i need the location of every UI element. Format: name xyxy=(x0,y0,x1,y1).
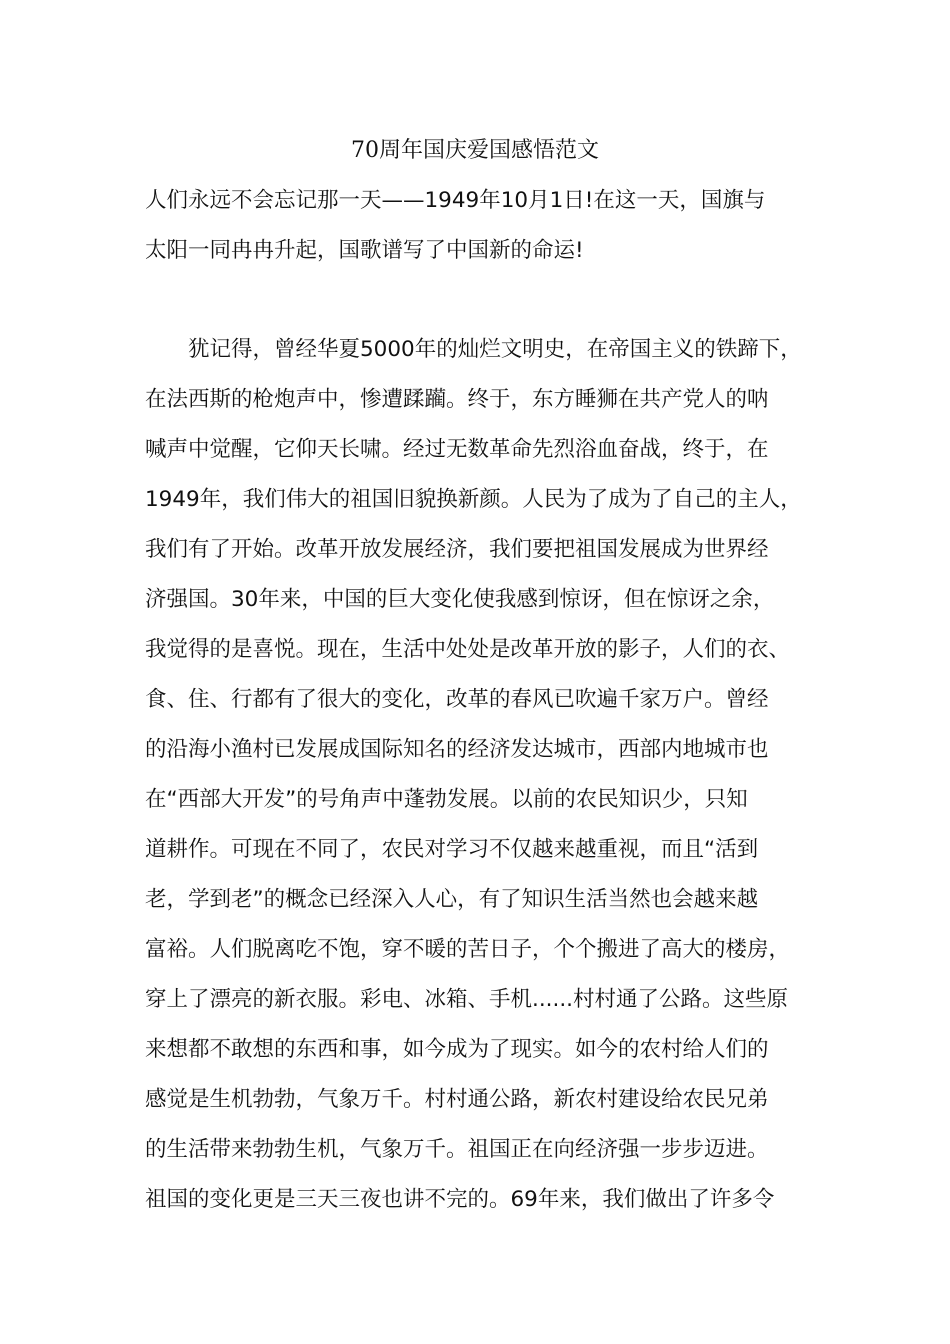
paragraph-2 xyxy=(145,325,825,1225)
text-line: 感觉是生机勃勃，气象万千。村村通公路，新农村建设给农民兄弟 xyxy=(145,1087,769,1112)
text-line: 我们有了开始。改革开放发展经济，我们要把祖国发展成为世界经 xyxy=(145,537,769,562)
text-line: 济强国。30年来，中国的巨大变化使我感到惊讶，但在惊讶之余， xyxy=(145,587,775,612)
text-line: 的生活带来勃勃生机，气象万千。祖国正在向经济强一步步迈进。 xyxy=(145,1137,769,1162)
text-line: 穿上了漂亮的新衣服。彩电、冰箱、手机......村村通了公路。这些原 xyxy=(145,987,789,1012)
text-line: 来想都不敢想的东西和事，如今成为了现实。如今的农村给人们的 xyxy=(145,1037,769,1062)
text-line: 在“西部大开发”的号角声中蓬勃发展。以前的农民知识少，只知 xyxy=(145,787,748,812)
text-line: 老，学到老”的概念已经深入人心，有了知识生活当然也会越来越 xyxy=(145,887,759,912)
text-line: 喊声中觉醒，它仰天长啸。经过无数革命先烈浴血奋战，终于，在 xyxy=(145,437,769,462)
text-line: 太阳一同冉冉升起，国歌谱写了中国新的命运! xyxy=(145,238,584,263)
text-line: 富裕。人们脱离吃不饱，穿不暖的苦日子，个个搬进了高大的楼房， xyxy=(145,937,791,962)
text-line: 1949年，我们伟大的祖国旧貌换新颜。人民为了成为了自己的主人， xyxy=(145,487,802,512)
paragraph-1 xyxy=(145,176,825,276)
text-line: 的沿海小渔村已发展成国际知名的经济发达城市，西部内地城市也 xyxy=(145,737,769,762)
text-line: 食、住、行都有了很大的变化，改革的春风已吹遍千家万户。曾经 xyxy=(145,687,769,712)
text-line: 在法西斯的枪炮声中，惨遭蹂躏。终于，东方睡狮在共产党人的呐 xyxy=(145,387,769,412)
text-line: 人们永远不会忘记那一天——1949年10月1日!在这一天，国旗与 xyxy=(145,188,766,213)
text-line: 道耕作。可现在不同了，农民对学习不仅越来越重视，而且“活到 xyxy=(145,837,759,862)
text-line: 犹记得，曾经华夏5000年的灿烂文明史，在帝国主义的铁蹄下， xyxy=(145,337,802,362)
text-line: 我觉得的是喜悦。现在，生活中处处是改革开放的影子，人们的衣、 xyxy=(145,637,791,662)
document-title: 70周年国庆爱国感悟范文 xyxy=(351,138,599,163)
text-line: 祖国的变化更是三天三夜也讲不完的。69年来，我们做出了许多令 xyxy=(145,1187,775,1212)
